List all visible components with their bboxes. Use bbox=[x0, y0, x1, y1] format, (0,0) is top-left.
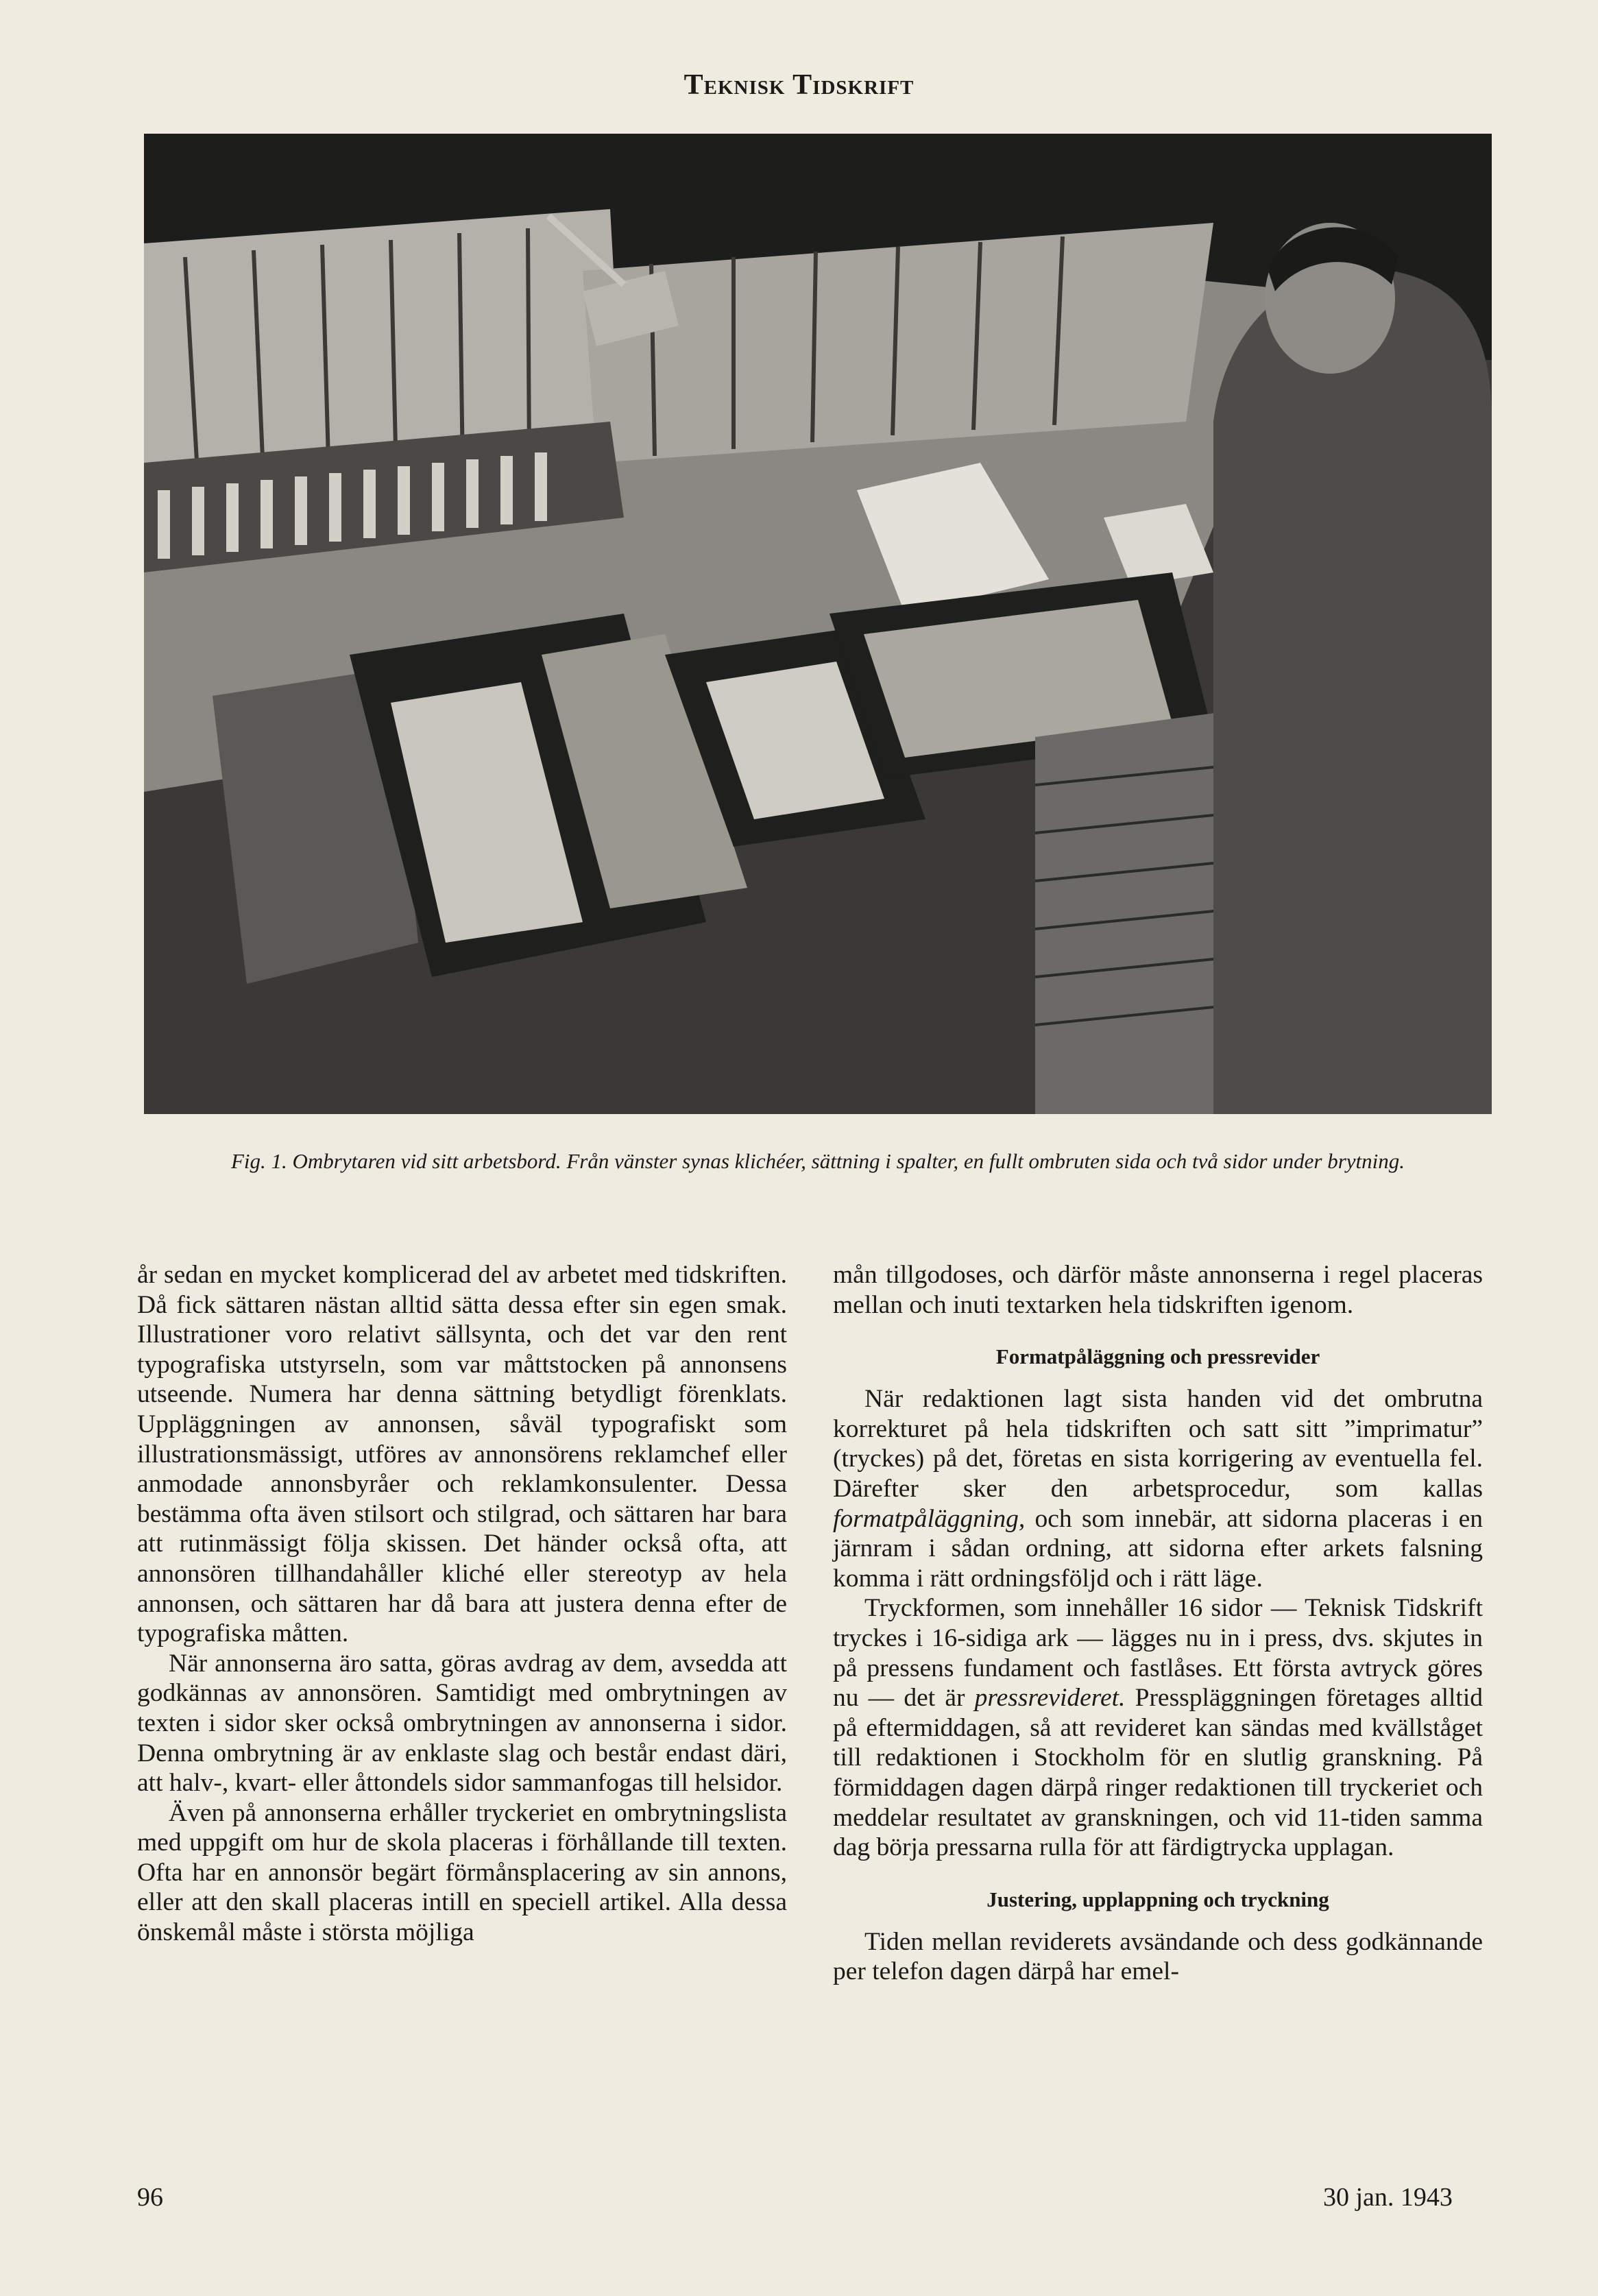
emphasis-term: formatpåläggning, bbox=[833, 1504, 1026, 1533]
photo-figure bbox=[144, 134, 1492, 1114]
issue-date: 30 jan. 1943 bbox=[1323, 2183, 1453, 2212]
paragraph: Även på annonserna erhåller tryckeriet en ombrytningslista med uppgift om hur de skola placeras i förhållande till texten. Ofta har en annonsör begärt förmånsplacering av sin annons, eller att den skall placeras intill en speciell artikel. Alla dessa önskemål måste i största möjliga bbox=[137, 1798, 787, 1947]
section-heading: Formatpåläggning och pressrevider bbox=[995, 1344, 1320, 1369]
paragraph bbox=[833, 1593, 1483, 1862]
emphasis-term: pressrevideret. bbox=[974, 1684, 1126, 1713]
paragraph: När annonserna äro satta, göras avdrag av dem, avsedda att godkännas av annonsören. Samtidigt med ombrytningen av texten i sidor sker också ombrytningen av annonserna i sidor. Denna ombrytning är av enklaste slag och består endast däri, att halv-, kvart- eller åttondels sidor sammanfogas till helsidor. bbox=[137, 1649, 787, 1798]
paragraph-text: När redaktionen lagt sista handen vid det ombrutna korrekturet på hela tidskriften och satt sitt ”imprimatur” (tryckes) på det, företas en sista korrigering av eventuella fel. Därefter sker den arbetsprocedur, som kallas bbox=[833, 1385, 1483, 1503]
paragraph: år sedan en mycket komplicerad del av arbetet med tidskriften. Då fick sättaren nästan alltid sätta dessa efter sin egen smak. Illustrationer voro relativt sällsynta, och det var den rent typografiska utstyrseln, som var måttstocken på annonsens utseende. Numera har denna sättning betydligt förenklats. Uppläggningen av annonsen, såväl typografiskt som illustrationsmässigt, utföres av annonsörens reklamchef eller anmodade annonsbyråer och reklamkonsulenter. Dessa bestämma ofta även stilsort och stilgrad, och sättaren har bara att rutinmässigt följa skissen. Det händer också ofta, att annonsören tillhandahåller kliché eller stereotyp av hela annonsen, och sättaren har då bara att justera denna efter de typografiska måtten. bbox=[137, 1261, 787, 1648]
page-number: 96 bbox=[137, 2183, 163, 2212]
right-text-column bbox=[833, 1260, 1483, 1987]
compositor-workbench-photo bbox=[144, 134, 1492, 1114]
paragraph bbox=[833, 1384, 1483, 1593]
paragraph-text: och som innebär, att sidorna placeras i en järnram i sådan ordning, att sidorna efter arkets falsning komma i rätt ordningsföljd och i rätt läge. bbox=[833, 1504, 1483, 1593]
figure-caption: Fig. 1. Ombrytaren vid sitt arbetsbord. Från vänster synas klichéer, sättning i spalter, en fullt ombruten sida och två sidor under brytning. bbox=[230, 1149, 1405, 1173]
paragraph-text: Presspläggningen företages alltid på eftermiddagen, så att revideret kan sändas med kvällståget till redaktionen i Stockholm för en slutlig granskning. På förmiddagen dagen därpå ringer redaktionen till tryckeriet och meddelar resultatet av granskningen, och vid 11-tiden samma dag börja pressarna rulla för att färdigtrycka upplagan. bbox=[833, 1684, 1483, 1862]
paragraph: mån tillgodoses, och därför måste annonserna i regel placeras mellan och inuti textarken hela tidskriften igenom. bbox=[833, 1261, 1483, 1319]
paragraph: Tiden mellan reviderets avsändande och dess godkännande per telefon dagen därpå har emel- bbox=[833, 1927, 1483, 1986]
left-text-column bbox=[137, 1260, 787, 1948]
journal-header: Teknisk Tidskrift bbox=[683, 69, 915, 101]
section-heading: Justering, upplappning och tryckning bbox=[986, 1887, 1329, 1911]
paragraph-text: Tryckformen, som innehåller 16 sidor — Teknisk Tidskrift tryckes i 16-sidiga ark — lägges nu in i press, dvs. skjutes in på pressens fundament och fastlåses. Ett första avtryck göres nu — det är bbox=[833, 1594, 1483, 1713]
